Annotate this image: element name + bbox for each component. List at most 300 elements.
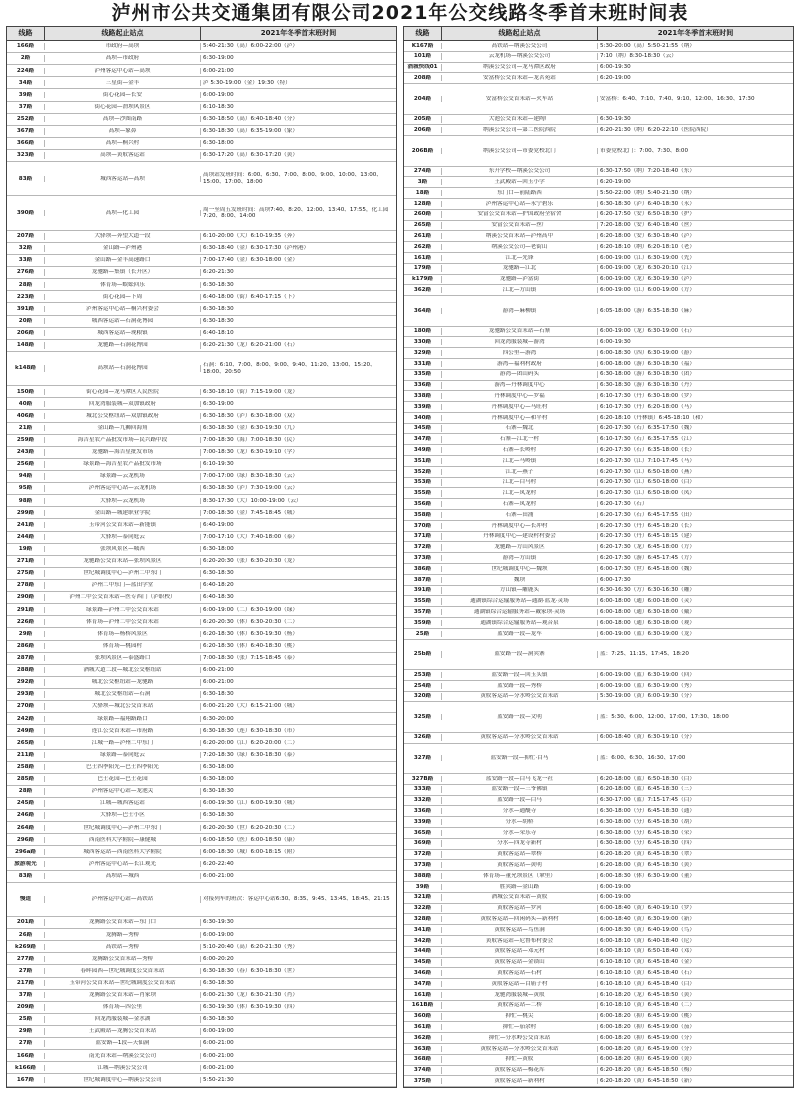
table-row <box>7 592 396 604</box>
route-times: 6:00-19:00 <box>600 883 631 890</box>
route-times: 6:00-18:20（抑）6:45-19:00（茄） <box>600 1024 695 1030</box>
route-number: 387路 <box>404 577 442 583</box>
route-times: 8:30-17:30（大）10:00-19:00（云） <box>203 497 302 504</box>
route-times: 6:00-19:00（蓝）6:30-19:00（秀） <box>600 682 695 689</box>
route-stops: 龙腾路公交首末站—肖家坝 <box>45 992 201 998</box>
table-row <box>7 279 396 291</box>
route-times: 6:10-18:10（黄）6:45-18:40（石） <box>600 970 695 977</box>
route-stops: 黄舣客运站—分水岭公交首末站 <box>442 734 598 740</box>
route-number: 208路 <box>404 75 442 81</box>
table-row <box>7 303 396 315</box>
route-times: 6:00-19:30 <box>600 339 631 345</box>
route-number: 320路 <box>404 693 442 699</box>
route-stops: 黄舣客运站—尼鲁布村委会 <box>442 938 598 944</box>
route-times: 6:30-19:00 <box>203 400 234 407</box>
route-number: 360路 <box>404 1013 442 1019</box>
route-number: 20路 <box>7 318 45 324</box>
route-stops: 通湖镇综合运输服务站—通湖·蓝龙·灵场 <box>442 598 598 604</box>
route-stops: 黄舣客运站—邓元村 <box>442 948 598 954</box>
route-stops: 王武殿站—龙腾公交首末站 <box>45 1028 201 1034</box>
route-number: 345路 <box>404 959 442 965</box>
route-number: 362路 <box>404 1035 442 1041</box>
route-number: 373路 <box>404 555 442 561</box>
route-stops: 绿景路—福翔路路口 <box>45 716 201 722</box>
route-times: 6:20-21:30 <box>203 269 234 276</box>
route-stops: 泸州客运中心站—龙池关 <box>45 788 201 794</box>
table-row <box>404 456 793 467</box>
table-row <box>7 447 396 459</box>
route-number: 370路 <box>404 523 442 529</box>
table-row <box>7 737 396 749</box>
route-stops: 体育场—蜈蚣回乐 <box>45 282 201 288</box>
table-body-left <box>7 41 396 1087</box>
table-row <box>404 1044 793 1055</box>
route-stops: 蓝安路一段—三爷佛镇 <box>442 786 598 792</box>
table-row <box>7 255 396 267</box>
route-number: 37路 <box>7 992 45 998</box>
table-row <box>7 77 396 89</box>
route-number: 274路 <box>404 168 442 174</box>
route-stops: 高铁站—秀桥 <box>45 944 201 950</box>
table-row <box>7 953 396 965</box>
route-times: 6:40-18:20 <box>203 582 234 589</box>
route-number: 204路 <box>404 96 442 102</box>
route-times: 6:20-18:20（黄）6:45-18:30（翠） <box>600 851 695 858</box>
route-stops: 安富公交首末站—护国政府全宿舍 <box>442 211 598 217</box>
route-times: 6:00-18:30（四）6:30-19:00（游） <box>600 349 695 356</box>
table-row <box>7 532 396 544</box>
table-row <box>404 499 793 510</box>
route-stops: 龙驰路—方山风景区 <box>442 544 598 550</box>
route-times: 7:10（纳）8:30-18:30（云） <box>600 53 677 60</box>
route-number: 291路 <box>7 607 45 613</box>
route-stops: 黄舣客运站—新利村 <box>442 1078 598 1084</box>
route-times: 6:30-18:00（游）6:30-18:30（团） <box>600 371 695 378</box>
route-number: 332路 <box>404 797 442 803</box>
table-row <box>404 904 793 915</box>
table-row <box>404 785 793 796</box>
route-times: 6:00-18:20（抑）6:45-19:00（黄） <box>600 1056 695 1063</box>
route-stops: 城北公交枢纽站—双加镇政府 <box>45 413 201 419</box>
route-stops: 通湖镇综合运输服务站—戴家坝·灵场 <box>442 609 598 615</box>
table-row <box>7 519 396 531</box>
route-number: 150路 <box>7 389 45 395</box>
route-number: k269路 <box>7 944 45 950</box>
route-times: 6:30-18:30（游）6:30-18:30（丹） <box>600 382 695 389</box>
route-stops: 世纪城调度中心—魏坝 <box>442 566 598 572</box>
route-number: 243路 <box>7 449 45 455</box>
route-times: 6:20-18:20（黄）6:45-18:50（梅） <box>600 1067 695 1074</box>
route-stops: 蓝安路一段—洞宾寨 <box>442 651 598 657</box>
route-stops: 游湾—方山镇 <box>442 555 598 561</box>
route-stops: 城西客运站—石洞花博园 <box>45 318 201 324</box>
route-stops: 江北—先锋 <box>442 255 598 261</box>
route-times: 6:40-18:00（街）6:40-17:15（下） <box>203 293 298 300</box>
route-stops: 蓝安路一段—秀桥 <box>442 683 598 689</box>
route-stops: 黄舣客运站—翠桥 <box>442 851 598 857</box>
route-stops: 丹林调度中心—罗福 <box>442 393 598 399</box>
table-row <box>7 267 396 279</box>
route-times: 6:20-18:00（安）6:30-18:40（泸） <box>600 233 695 240</box>
route-times: 6:20-17:30（石）6:45-17:55（田） <box>600 511 695 518</box>
route-times: 安富桥：6:40、7:10、7:40、9:10、12:00、16:30、17:30 <box>600 95 755 102</box>
route-stops: 城北公交枢纽站—石洞 <box>45 691 201 697</box>
route-stops: 蓝安路一段—龙车 <box>442 631 598 637</box>
route-stops: 回龙湾服装城—游湾 <box>442 339 598 345</box>
table-row <box>404 871 793 882</box>
route-number: 356路 <box>404 501 442 507</box>
route-times: 6:00-19:00（蓝）6:30-19:00（回） <box>600 671 695 678</box>
route-times: 6:30-18:30 <box>203 570 234 577</box>
route-number: 262路 <box>404 244 442 250</box>
route-stops: 江城—纳溪公交公司 <box>45 1065 201 1071</box>
route-times: 6:20-17:30（江）7:10-17:45（马） <box>600 457 695 464</box>
route-stops: 泸州客运中心站—长江观光 <box>45 861 201 867</box>
route-times: 6:10-17:30（丹）6:20-18:00（马） <box>600 403 695 410</box>
table-row <box>404 839 793 850</box>
table-row <box>404 210 793 221</box>
table-row <box>7 978 396 990</box>
route-times: 6:30-20:00 <box>203 715 234 722</box>
route-stops: 绿景路—海吉星农产品批发市场 <box>45 461 201 467</box>
route-number: 363路 <box>404 1046 442 1052</box>
route-number: 34路 <box>7 80 45 86</box>
route-times: 6:00-18:50（医）6:00-18:50（康） <box>203 836 298 843</box>
route-number: 358路 <box>404 512 442 518</box>
route-number: 39路 <box>7 92 45 98</box>
table-row <box>404 63 793 74</box>
route-times: 6:00-18:40（黄）6:30-19:00（新） <box>600 916 695 923</box>
route-number: 25b路 <box>404 651 442 657</box>
route-number: 39路 <box>404 884 442 890</box>
route-number: 224路 <box>7 68 45 74</box>
route-stops: 城西客运站—高坝 <box>45 176 201 182</box>
route-times: 5:10-20:40（高）6:20-21:30（秀） <box>203 943 298 950</box>
route-times: 7:00-18:30（龙）6:30-19:10（学） <box>203 449 298 456</box>
route-number: 346路 <box>404 970 442 976</box>
table-row <box>404 618 793 629</box>
route-times: 6:05-18:00（游）6:35-18:30（麻） <box>600 307 695 314</box>
route-times: 7:00-17:40（金）6:30-18:00（金） <box>203 257 298 264</box>
table-row <box>7 243 396 255</box>
table-row <box>7 53 396 65</box>
route-stops: 游湾—福利村政府 <box>442 361 598 367</box>
route-stops: 高坝站—城西 <box>45 873 201 879</box>
route-times: 6:30-19:30 <box>203 919 234 926</box>
route-number: 2路 <box>7 55 45 61</box>
route-times: 6:00-21:00 <box>203 872 234 879</box>
route-times: 蓝：7:25、11:15、17:45、18:20 <box>600 651 689 658</box>
route-times: 6:30-18:30 <box>203 788 234 795</box>
route-stops: 南光首末站—纳溪公交公司 <box>45 1053 201 1059</box>
table-row <box>404 1022 793 1033</box>
route-stops: 街心花园—长安 <box>45 92 201 98</box>
route-stops: 抑忙—黄舣 <box>442 1056 598 1062</box>
header-route: 线路 <box>7 27 45 40</box>
route-number: 旅游观光 <box>7 861 45 867</box>
route-number: 327B路 <box>404 776 442 782</box>
table-row <box>7 1002 396 1014</box>
route-stops: 市政府—高坝 <box>45 43 201 49</box>
route-number: 322路 <box>404 905 442 911</box>
table-row <box>404 41 793 52</box>
route-number: 25路 <box>7 1016 45 1022</box>
route-number: 296路 <box>7 837 45 843</box>
table-row <box>7 858 396 870</box>
route-number: 254路 <box>404 683 442 689</box>
route-stops: 体育场—杨桥风景区 <box>45 631 201 637</box>
route-stops: 龙驰路—石洞花博园 <box>45 342 201 348</box>
table-row <box>7 568 396 580</box>
table-row <box>7 495 396 507</box>
route-stops: 高坝—黄舣客运站 <box>45 152 201 158</box>
route-number: 361路 <box>404 1024 442 1030</box>
route-stops: 大池公交首末站—建陶厂 <box>442 116 598 122</box>
route-number: 244路 <box>7 534 45 540</box>
route-times: 6:10-19:30 <box>203 461 234 468</box>
table-row <box>7 231 396 243</box>
route-stops: 蓝安路—1段—天仙洞 <box>45 1040 201 1046</box>
route-stops: 酒城大道二段—城北公交枢纽站 <box>45 667 201 673</box>
table-row <box>7 1038 396 1050</box>
route-number: k166路 <box>7 1065 45 1071</box>
route-stops: 龙驰路公交首末站—张坝风景区 <box>45 558 201 564</box>
route-stops: 云龙机场—纳溪公交公司 <box>442 53 598 59</box>
route-times: 6:30-19:00 <box>203 55 234 62</box>
route-stops: 龙驰路—泸富街 <box>442 276 598 282</box>
route-number: 347路 <box>404 981 442 987</box>
route-times: 6:00-18:00（通）6:00-18:00（灵） <box>600 598 695 605</box>
route-times: 6:00-19:00 <box>600 894 631 901</box>
table-row <box>7 774 396 786</box>
table-row <box>7 102 396 114</box>
route-number: 325路 <box>404 714 442 720</box>
route-number: 3路 <box>404 179 442 185</box>
route-number: 293路 <box>7 691 45 697</box>
route-times: 泸 5:30-19:00（金）19:30（特） <box>203 79 291 86</box>
route-times: 6:20-19:00 <box>600 179 631 186</box>
route-stops: 大驿坝—云龙机场 <box>45 498 201 504</box>
table-row <box>404 828 793 839</box>
route-stops: 黄舣客运站—二桥 <box>442 1002 598 1008</box>
route-times: 5:30-20:00（高）5:50-21:55（纳） <box>600 42 695 49</box>
route-number: 287路 <box>7 655 45 661</box>
route-times: 6:00-21:00 <box>203 679 234 686</box>
table-row <box>404 553 793 564</box>
route-number: 271路 <box>7 558 45 564</box>
route-times: 6:00-18:00（通）6:30-18:00（戴） <box>600 608 695 615</box>
table-row <box>404 1076 793 1087</box>
route-stops: 黄舣客运站—分水岭公交首末站 <box>442 1046 598 1052</box>
route-number: 慢道 <box>7 896 45 902</box>
table-row <box>404 445 793 456</box>
route-number: 258路 <box>7 764 45 770</box>
table-row <box>404 806 793 817</box>
table-row <box>404 1012 793 1023</box>
route-times: 6:20-17:30（龙）6:45-18:00（方） <box>600 544 695 551</box>
route-number: 333路 <box>404 786 442 792</box>
table-row <box>404 467 793 478</box>
route-times: 6:30-18:00 <box>203 763 234 770</box>
route-stops: 胜宾路—金山路 <box>442 884 598 890</box>
route-stops: 纳溪公交公司—第二医院西院 <box>442 127 598 133</box>
route-stops: 纳溪公交首末站—泸州高中 <box>442 233 598 239</box>
table-row <box>7 423 396 435</box>
table-row <box>404 199 793 210</box>
route-stops: 江北—方山镇 <box>442 287 598 293</box>
table-row <box>7 701 396 713</box>
route-stops: 分水—通醍寺 <box>442 808 598 814</box>
route-number: 339路 <box>404 819 442 825</box>
route-number: 339路 <box>404 404 442 410</box>
table-row <box>7 352 396 386</box>
table-row <box>404 681 793 692</box>
route-stops: 街心花园—渭坝风景区 <box>45 104 201 110</box>
route-number: 265路 <box>7 740 45 746</box>
table-row <box>7 340 396 352</box>
route-stops: 纳溪公交公司—龙马潭区政府 <box>442 64 598 70</box>
route-stops: 金山路—泸州港 <box>45 245 201 251</box>
table-row <box>7 138 396 150</box>
table-header <box>7 27 396 41</box>
route-stops: 泸州客运中心站—桐兴村委会 <box>45 306 201 312</box>
table-row <box>404 958 793 969</box>
route-times: 6:20-20:30（体）6:30-20:30（二） <box>203 618 298 625</box>
table-row <box>7 580 396 592</box>
route-times: 6:20-17:30（江）6:50-18:00（白） <box>600 479 695 486</box>
route-number: 292路 <box>7 679 45 685</box>
route-number: 277路 <box>7 956 45 962</box>
route-stops: 大驿坝—城北公交首末站 <box>45 703 201 709</box>
route-number: 353路 <box>404 479 442 485</box>
route-times: 6:20-18:00（蓝）6:45-18:30（三） <box>600 786 695 793</box>
route-times: 6:30-18:30 <box>203 317 234 324</box>
route-stops: 石寨—魏北 <box>442 425 598 431</box>
route-stops: 纳溪公交公司—市委党校北门 <box>442 148 598 154</box>
route-stops: 体育场—泸州二中公交首末站 <box>45 619 201 625</box>
route-stops: 泸州客运中心站—永宁碧乐 <box>442 201 598 207</box>
route-stops: 玉带河公交首末站—世纪城调度公交首末站 <box>45 980 201 986</box>
table-row <box>404 510 793 521</box>
table-row <box>7 386 396 398</box>
route-number: 375路 <box>404 1078 442 1084</box>
route-stops: 石寨—江北一村 <box>442 436 598 442</box>
route-times: 6:00-18:30（黄）6:40-19:00（鸟） <box>600 926 695 933</box>
timetable-right <box>403 26 794 1088</box>
route-number: 391路 <box>404 587 442 593</box>
table-row <box>404 136 793 166</box>
route-stops: 江城—城西客运站 <box>45 800 201 806</box>
route-stops: 街心花园—下周 <box>45 294 201 300</box>
table-row <box>404 521 793 532</box>
route-times: 6:00-18:30（城）6:00-18:15（附） <box>203 848 298 855</box>
route-stops: 绿景路—泸州二中公交首末站 <box>45 607 201 613</box>
route-number: 336路 <box>404 382 442 388</box>
route-number: 331路 <box>404 361 442 367</box>
table-row <box>404 990 793 1001</box>
route-times: 对接列车的班次：客运中心站6:30、8:35、9:45、13:45、18:45、21:15 <box>203 896 390 903</box>
route-stops: 王武殿站—回玉小学 <box>442 179 598 185</box>
route-times: 6:30-18:00（分）6:45-18:30（四） <box>600 840 695 847</box>
route-stops: 龙驰路—江北 <box>442 265 598 271</box>
route-number: 211路 <box>7 752 45 758</box>
route-times: 6:30-18:30（泸）6:30-18:00（双） <box>203 412 298 419</box>
route-stops: 海吉星农产品批发市场—民兴路中段 <box>45 437 201 443</box>
table-row <box>7 328 396 340</box>
table-row <box>404 424 793 435</box>
route-number: 180路 <box>404 328 442 334</box>
route-times: 6:30-18:00 <box>203 776 234 783</box>
route-times: 6:20-17:30（游）6:45-17:45（方） <box>600 554 695 561</box>
table-row <box>404 348 793 359</box>
route-stops: 高坝—市政府 <box>45 55 201 61</box>
route-stops: 高坝—桐兴村 <box>45 140 201 146</box>
route-stops: 街心花园—龙马潭区人民医院 <box>45 389 201 395</box>
route-number: 37路 <box>7 104 45 110</box>
table-row <box>7 65 396 77</box>
route-number: 347路 <box>404 436 442 442</box>
table-row <box>404 542 793 553</box>
table-row <box>404 850 793 861</box>
table-row <box>7 822 396 834</box>
route-number: 340路 <box>404 415 442 421</box>
route-stops: 泸州客运中心站—高铁站 <box>45 896 201 902</box>
table-row <box>7 1074 396 1086</box>
route-number: 179路 <box>404 265 442 271</box>
page-title: 泸州市公共交通集团有限公司2021年公交线路冬季首末班时间表 <box>111 2 689 24</box>
route-stops: 大驿坝—奔望大道一段 <box>45 233 201 239</box>
route-stops: 回龙湾服装城—金水湖 <box>45 1016 201 1022</box>
table-row <box>7 871 396 883</box>
table-row <box>7 883 396 917</box>
route-number: 276路 <box>7 269 45 275</box>
route-times: 6:20-17:30（江）6:50-18:00（凤） <box>600 490 695 497</box>
table-row <box>404 733 793 744</box>
route-times: 6:00-19:00（龙）6:30-19:30（泸） <box>600 276 695 283</box>
route-number: 32路 <box>7 245 45 251</box>
table-row <box>404 478 793 489</box>
route-number: 364路 <box>404 308 442 314</box>
route-times: 6:20-20:30（张）6:30-20:30（龙） <box>203 558 298 565</box>
table-row <box>404 774 793 785</box>
route-times: 6:20-17:30（丹）6:45-18:15（建） <box>600 533 695 540</box>
route-times: 6:00-17:30（世）6:45-18:00（魏） <box>600 565 695 572</box>
route-number: 286路 <box>7 643 45 649</box>
route-number: 406路 <box>7 413 45 419</box>
route-stops: 绿景路—泰同庭云 <box>45 752 201 758</box>
route-number: 373路 <box>404 862 442 868</box>
route-times: 6:20-21:30（龙）6:20-21:00（石） <box>203 342 298 349</box>
route-times: 6:00-17:30 <box>600 576 631 583</box>
route-stops: 龙驰湾服装城—黄舣 <box>442 992 598 998</box>
route-number: 201路 <box>7 919 45 925</box>
table-row <box>404 381 793 392</box>
route-times: 6:30-18:00（分）6:45-18:30（通） <box>600 808 695 815</box>
route-stops: 江北—白马村 <box>442 479 598 485</box>
table-row <box>404 744 793 774</box>
table-row <box>404 177 793 188</box>
route-stops: 安富桥公交首末站—龙茗苑站 <box>442 75 598 81</box>
table-row <box>7 162 396 196</box>
route-times: 6:20-22:40 <box>203 860 234 867</box>
route-stops: 石寨—田浦 <box>442 512 598 518</box>
table-row <box>404 893 793 904</box>
route-number: 161路 <box>404 992 442 998</box>
route-times: 6:30-18:00（分）6:45-18:30（荣） <box>600 829 695 836</box>
route-times: 7:00-18:30（海）7:00-18:30（民） <box>203 437 298 443</box>
route-stops: 泸州二中东门—蓝田学堂 <box>45 582 201 588</box>
table-header <box>404 27 793 41</box>
